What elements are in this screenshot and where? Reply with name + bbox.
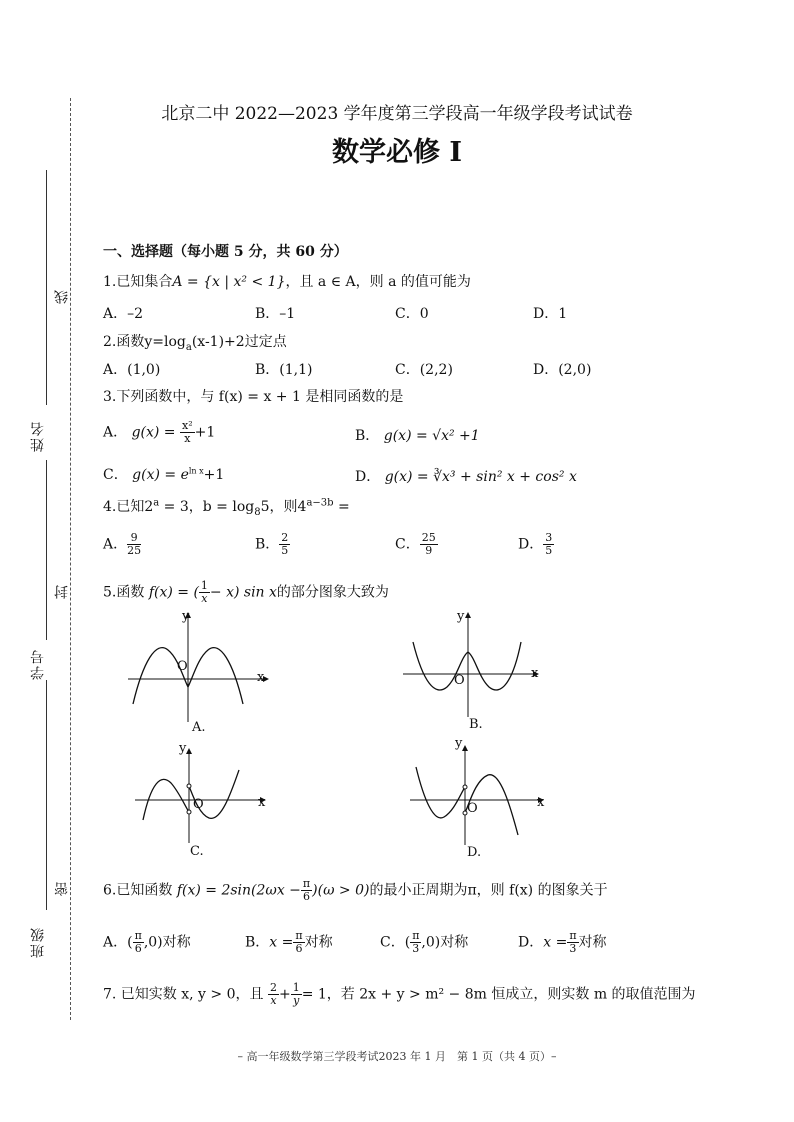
side-rule-1: [46, 170, 47, 405]
q3-opt-d: [355, 466, 577, 486]
q6-c-den: 3: [412, 942, 420, 955]
q3-a-num: x²: [182, 419, 193, 432]
q3-opt-b: [355, 425, 480, 445]
q4-a-num: 9: [127, 532, 141, 545]
q6-d-frac: [567, 930, 578, 955]
side-rule-3: [46, 680, 47, 910]
q7-d1: x: [270, 994, 277, 1007]
side-label-xian: 线: [54, 288, 70, 304]
q6-d-l: x =: [543, 934, 568, 951]
q6-opt-a: [103, 930, 191, 955]
q6-a-frac: [133, 930, 144, 955]
q7-n1: 2: [269, 981, 277, 994]
q4-sup2: a−3b: [306, 497, 334, 509]
graph-a-y-label: y: [182, 609, 190, 624]
side-label-mi: 密: [54, 880, 70, 896]
q6-c-l: (: [404, 934, 411, 951]
graph-a-caption: A.: [192, 720, 206, 735]
q6-c-frac: [410, 930, 421, 955]
q2-opt-a: A．(1,0): [103, 362, 161, 378]
q3-a-right: +1: [194, 424, 216, 441]
q4-b-letter: B．: [255, 536, 280, 553]
q3-d-formula: g(x) = ∛x³ + sin² x + cos² x: [384, 469, 577, 485]
q4-opt-c: [395, 532, 438, 557]
q4-sup1: a: [153, 497, 160, 509]
q6-opt-b: [245, 930, 333, 955]
q3-b-formula: g(x) = √x² +1: [383, 428, 480, 444]
q3-opt-c: [103, 464, 224, 484]
graph-b-caption: B.: [469, 717, 483, 732]
q6-opt-c: [380, 930, 468, 955]
q6-d-den: 3: [569, 942, 577, 955]
section-heading: 一、选择题（每小题 5 分，共 60 分）: [103, 244, 348, 260]
q4-a-frac: [127, 532, 141, 557]
q4-d-den: 5: [545, 544, 553, 557]
q6-a-num: π: [134, 929, 142, 942]
q2-text: 2.函数y=log: [103, 334, 186, 350]
question-4: [103, 496, 350, 518]
graph-c-x-label: x: [258, 795, 266, 810]
q4-c-frac: [420, 532, 438, 557]
graph-a-origin: O: [177, 659, 188, 674]
question-2: [103, 331, 287, 353]
q4-c-letter: C．: [395, 536, 420, 553]
q1-pre: 1.已知集合: [103, 274, 173, 290]
q7-n2: 1: [292, 981, 300, 994]
q3-c-formula: g(x) = e: [132, 467, 189, 483]
q4-t4: =: [333, 499, 350, 515]
q6-c-letter: C．: [380, 934, 405, 951]
q6-d-num: π: [569, 929, 577, 942]
q6-d-letter: D．: [518, 934, 544, 951]
page-title: 北京二中 2022—2023 学年度第三学段高一年级学段考试试卷: [161, 104, 633, 124]
q2-opt-b: B．(1,1): [255, 362, 313, 378]
q1-post: ，且 a ∈ A，则 a 的值可能为: [285, 274, 471, 290]
q5-post: − x) sin x: [209, 584, 277, 601]
q3-a-left: g(x) =: [131, 424, 176, 441]
graph-d-origin: O: [467, 801, 478, 816]
q7-pre: 7. 已知实数 x, y > 0，且: [103, 986, 264, 1003]
graph-b: [403, 612, 543, 722]
q3-opt-a: [103, 420, 215, 445]
question-3: 3.下列函数中，与 f(x) = x + 1 是相同函数的是: [103, 389, 404, 405]
q1-opt-d: D．1: [533, 306, 568, 322]
q2-opt-d: D．(2,0): [533, 362, 592, 378]
q6-c-num: π: [412, 929, 420, 942]
q5-num: 1: [200, 579, 208, 592]
q6-b-frac: [293, 930, 304, 955]
graph-b-y-label: y: [457, 609, 465, 624]
graph-d-y-label: y: [455, 736, 463, 751]
side-rule-2: [46, 460, 47, 640]
q6-b-letter: B．: [245, 934, 270, 951]
q2-sub: a: [185, 341, 192, 353]
q1-set: A = {x | x² < 1}: [172, 274, 286, 290]
graph-d: [410, 745, 550, 845]
q6-b-den: 6: [295, 942, 303, 955]
graph-d-open-point-high: [463, 785, 467, 789]
q3-c-sup: ln x: [188, 466, 204, 476]
q4-t1: 4.已知2: [103, 499, 154, 515]
q5-f: f(x) = (: [148, 584, 199, 601]
page-footer: – 高一年级数学第三学段考试2023 年 1 月 第 1 页（共 4 页）–: [237, 1050, 557, 1063]
q3-b-letter: B．: [355, 428, 380, 444]
q6-num: π: [302, 877, 311, 890]
q1-opt-c: C．0: [395, 306, 429, 322]
side-label-id: 学号: [30, 648, 46, 680]
q6-d-r: 对称: [578, 934, 607, 951]
question-7: [103, 982, 696, 1007]
q2-opt-c: C．(2,2): [395, 362, 453, 378]
side-label-name: 姓名: [30, 420, 46, 452]
q4-c-den: 9: [425, 544, 433, 557]
graph-c-caption: C.: [190, 844, 204, 859]
q3-d-letter: D．: [355, 469, 381, 485]
q4-t3: 5，则4: [260, 499, 307, 515]
side-label-class: 班级: [30, 926, 46, 958]
q6-opt-d: [518, 930, 607, 955]
q5-den: x: [201, 592, 208, 605]
graph-b-y-arrow: [465, 612, 471, 618]
graph-b-curve: [413, 642, 521, 690]
graph-c-origin: O: [193, 797, 204, 812]
graph-a: [128, 612, 268, 722]
q7-frac-1: [268, 982, 279, 1007]
question-6: [103, 878, 608, 903]
graph-c-y-label: y: [179, 741, 187, 756]
graph-d-caption: D.: [467, 845, 482, 860]
q3-c-right: +1: [203, 467, 225, 483]
q6-b-r: 对称: [304, 934, 333, 951]
q3-a-letter: A．: [103, 424, 128, 441]
graph-c-open-point-low: [187, 810, 191, 814]
graph-b-origin: O: [454, 673, 465, 688]
q3-c-letter: C．: [103, 467, 128, 483]
q6-frac: [301, 878, 312, 903]
q5-tail: 的部分图象大致为: [276, 584, 389, 601]
graph-c-y-arrow: [186, 748, 192, 754]
q6-f: f(x) = 2sin(2ωx −: [176, 882, 301, 899]
q1-opt-b: B．–1: [255, 306, 296, 322]
q4-opt-b: [255, 532, 290, 557]
q7-frac-2: [291, 982, 302, 1007]
q6-a-den: 6: [134, 942, 142, 955]
q6-b-l: x =: [269, 934, 294, 951]
q3-a-den: x: [184, 432, 191, 445]
q7-post: = 1，若 2x + y > m² − 8m 恒成立，则实数 m 的取值范围为: [301, 986, 696, 1003]
graph-d-curve-left: [416, 767, 465, 818]
q4-d-frac: [543, 532, 554, 557]
q6-post: 的最小正周期为π，则 f(x) 的图象关于: [369, 882, 608, 899]
graph-b-x-label: x: [531, 666, 539, 681]
q4-sub: 8: [254, 506, 261, 518]
q4-d-letter: D．: [518, 536, 544, 553]
q7-d2: y: [293, 994, 300, 1007]
q5-pre: 5.函数: [103, 584, 145, 601]
q6-pre: 6.已知函数: [103, 882, 173, 899]
q4-d-num: 3: [545, 531, 553, 544]
graph-d-x-label: x: [537, 795, 545, 810]
q4-t2: = 3，b = log: [159, 499, 255, 515]
q4-a-den: 25: [127, 544, 142, 557]
q2-rest: (x-1)+2过定点: [191, 334, 287, 350]
q4-opt-d: [518, 532, 554, 557]
graph-c-open-point-high: [187, 784, 191, 788]
q6-a-letter: A．: [103, 934, 128, 951]
q6-a-l: (: [127, 934, 133, 951]
side-label-feng: 封: [54, 583, 70, 599]
q4-b-num: 2: [281, 531, 289, 544]
graph-a-x-label: x: [257, 670, 265, 685]
q7-plus: +: [278, 986, 291, 1003]
q6-den: 6: [303, 890, 311, 903]
q4-a-letter: A．: [103, 536, 128, 553]
q6-a-r: ,0)对称: [143, 934, 191, 951]
question-1: [103, 271, 471, 291]
q4-opt-a: [103, 532, 141, 557]
graph-c: [135, 748, 270, 843]
graph-d-y-arrow: [462, 745, 468, 751]
q6-c-r: ,0)对称: [421, 934, 469, 951]
q4-b-den: 5: [281, 544, 289, 557]
q6-b-num: π: [295, 929, 303, 942]
q5-frac: [199, 580, 210, 605]
q3-a-frac: [180, 420, 195, 445]
page-subtitle: 数学必修 I: [331, 137, 463, 168]
q4-c-num: 25: [421, 531, 436, 544]
question-5: [103, 580, 389, 605]
q4-b-frac: [279, 532, 290, 557]
q1-opt-a: A．–2: [103, 306, 144, 322]
q6-cond: )(ω > 0): [312, 882, 370, 899]
